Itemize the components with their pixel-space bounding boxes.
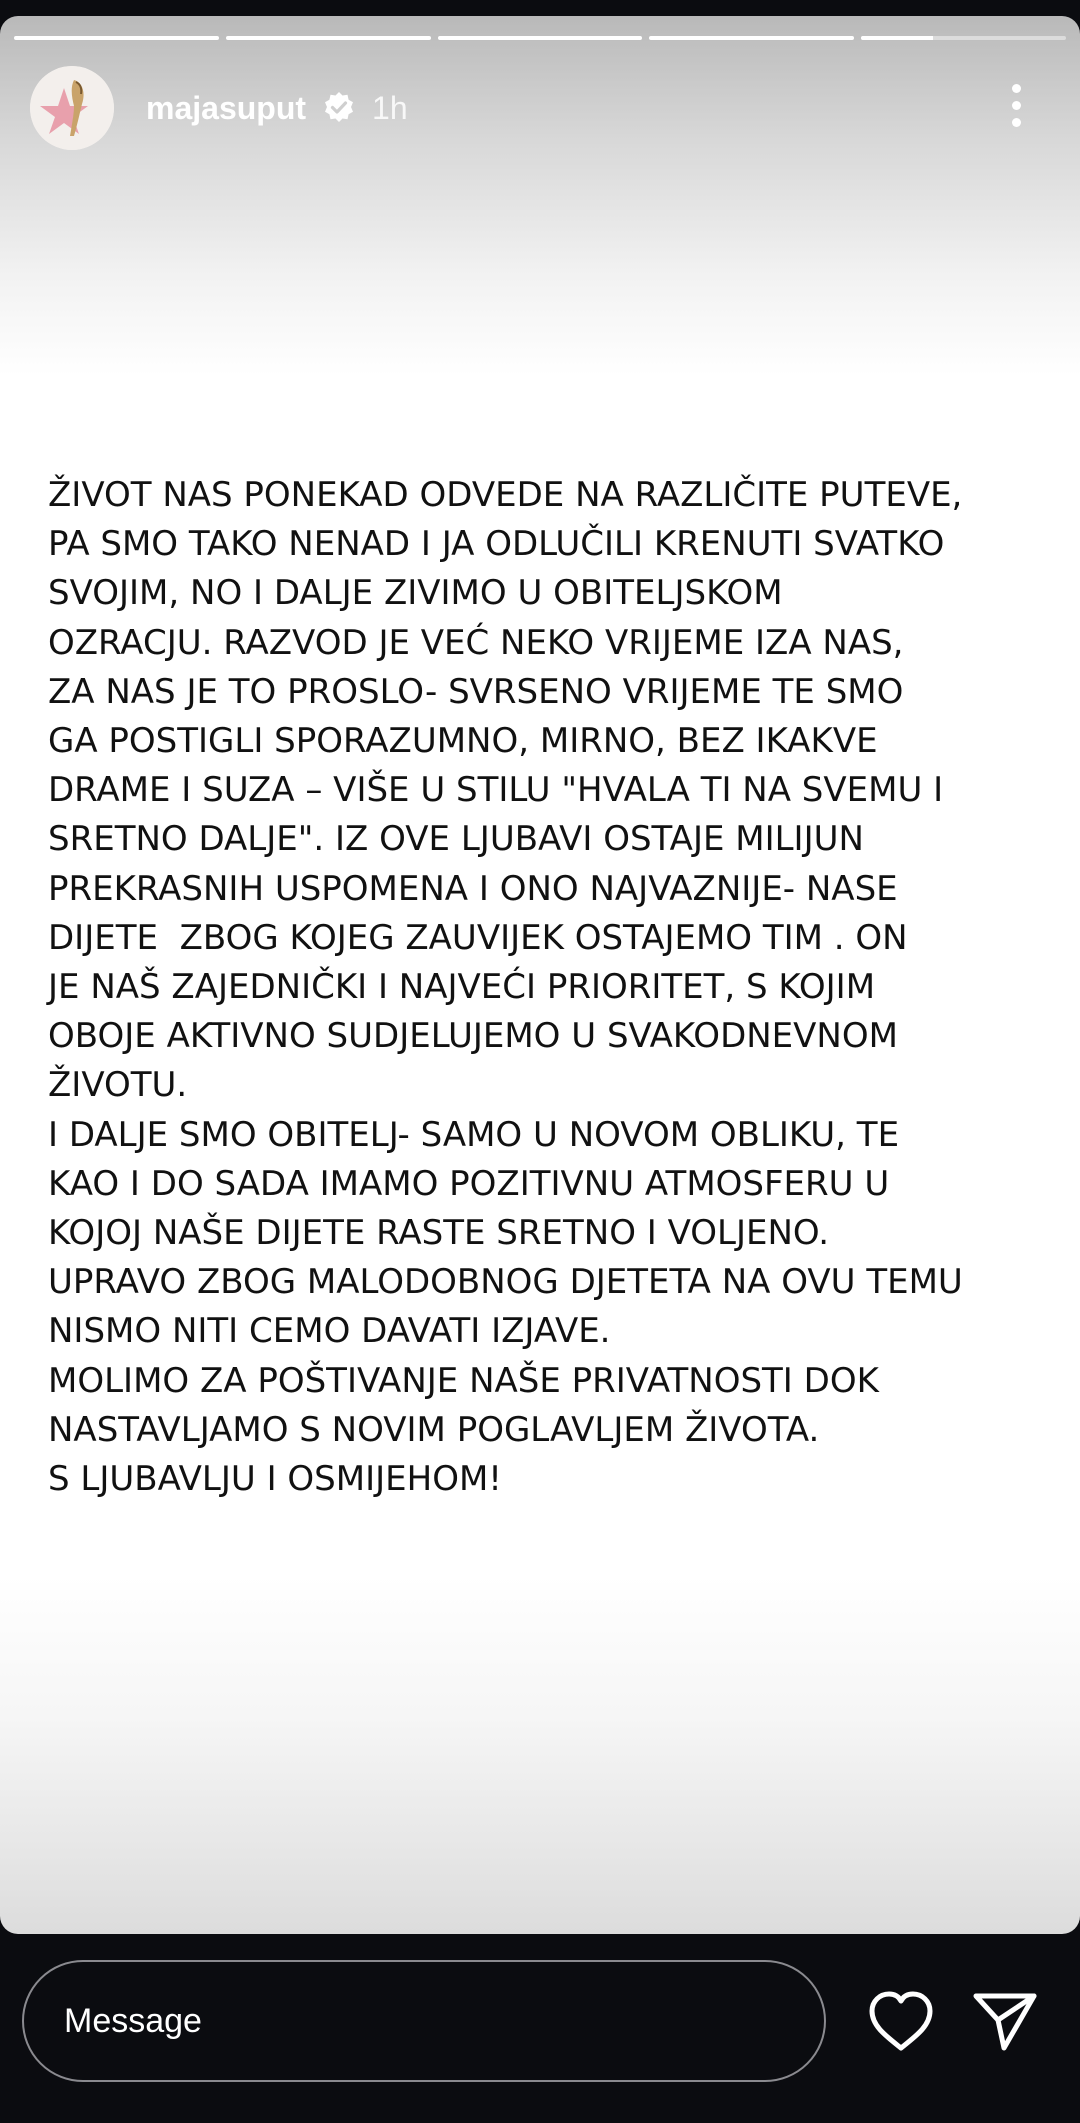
reply-bar [0,1934,1080,2123]
heart-icon[interactable] [866,1988,936,2058]
progress-segment [14,36,219,40]
post-time: 1h [372,89,408,126]
story-text: ŽIVOT NAS PONEKAD ODVEDE NA RAZLIČITE PUTEVE, PA SMO TAKO NENAD I JA ODLUČILI KRENUTI SVATKO SVOJIM, NO I DALJE ZIVIMO U OBITELJSKOM OZRACJU. RAZVOD JE VEĆ NEKO VRIJEME IZA NAS, ZA NAS JE TO PROSLO- SVRSENO VRIJEME TE SMO GA POSTIGLI SPORAZUMNO, MIRNO, BEZ IKAKVE DRAME I SUZA – VIŠE U STILU "HVALA TI NA SVEMU I SRETNO DALJE". IZ OVE LJUBAVI OSTAJE MILIJUN PREKRASNIH USPOMENA I ONO NAJVAZNIJE- NASE DIJETE ZBOG KOJEG ZAUVIJEK OSTAJEMO TIM . ON JE NAŠ ZAJEDNIČKI I NAJVEĆI PRIORITET, S KOJIM OBOJE AKTIVNO SUDJELUJEMO U SVAKODNEVNOM ŽIVOTU. I DALJE SMO OBITELJ- SAMO U NOVOM OBLIKU, TE KAO I DO SADA IMAMO POZITIVNU ATMOSFERU U KOJOJ NAŠE DIJETE RASTE SRETNO I VOLJENO. UPRAVO ZBOG MALODOBNOG DJETETA NA OVU TEMU NISMO NITI CEMO DAVATI IZJAVE. MOLIMO ZA POŠTIVANJE NAŠE PRIVATNOSTI DOK NASTAVLJAMO S NOVIM POGLAVLJEM ŽIVOTA. S LJUBAVLJU I OSMIJEHOM! [48,475,963,1500]
story-header [30,64,1050,152]
more-vertical-icon[interactable] [1006,84,1026,132]
story-progress-bar [14,36,1066,40]
verified-badge-icon [322,91,356,125]
send-icon[interactable] [970,1986,1040,2056]
story-frame[interactable] [0,16,1080,1934]
avatar[interactable] [30,66,114,150]
progress-segment [226,36,431,40]
pink-star-avatar-icon [30,66,114,150]
message-input[interactable] [22,1960,826,2082]
progress-segment [438,36,643,40]
progress-segment [861,36,1066,40]
status-bar-strip [0,0,1080,16]
progress-segment [649,36,854,40]
username[interactable]: majasuput [146,89,307,126]
